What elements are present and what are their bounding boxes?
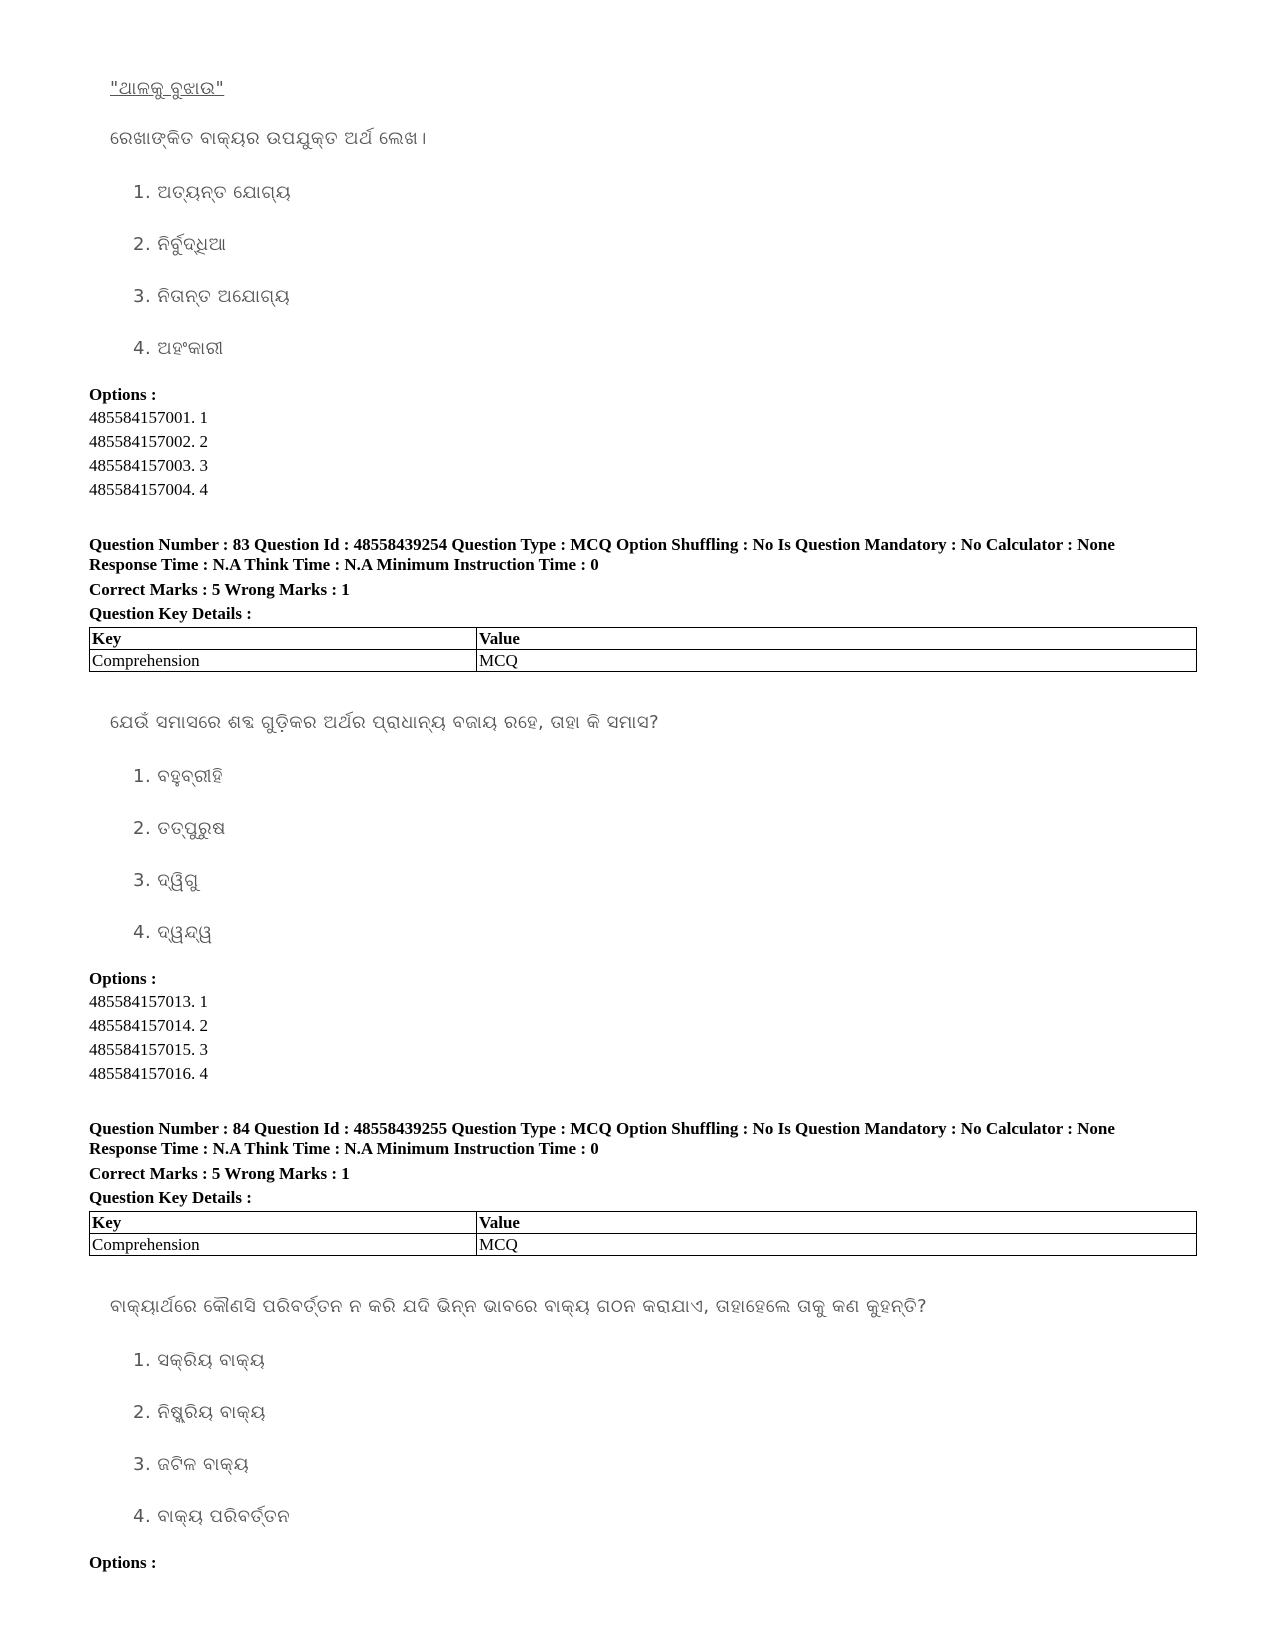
table-cell-key: Comprehension (90, 1234, 477, 1256)
option-id: 485584157003. 3 (89, 456, 208, 475)
choice-item: 2. ନିର୍ବୁଦ୍ଧିଆ (133, 234, 227, 255)
option-id: 485584157016. 4 (89, 1064, 208, 1083)
option-id: 485584157001. 1 (89, 408, 208, 427)
option-id: 485584157013. 1 (89, 992, 208, 1011)
key-details-label: Question Key Details : (89, 604, 252, 623)
question-meta-line: Response Time : N.A Think Time : N.A Minimum Instruction Time : 0 (89, 1139, 599, 1158)
table-header-row (90, 628, 1197, 650)
options-label: Options : (89, 1553, 157, 1572)
key-details-label: Question Key Details : (89, 1188, 252, 1207)
table-cell-value: MCQ (477, 1234, 1197, 1256)
choice-item: 4. ଅହଂକାରୀ (133, 338, 224, 359)
choice-item: 3. ଜଟିଳ ବାକ୍ୟ (133, 1454, 250, 1475)
choice-item: 4. ବାକ୍ୟ ପରିବର୍ତ୍ତନ (133, 1506, 291, 1527)
choice-item: 2. ତତ୍ପୁରୁଷ (133, 818, 226, 839)
question-meta-line: Question Number : 83 Question Id : 48558439254 Question Type : MCQ Option Shuffling : No Is Question Mandatory : No Calculator : None (89, 535, 1115, 554)
options-label: Options : (89, 385, 157, 404)
question-text: ଯେଉଁ ସମାସରେ ଶବ୍ଦ ଗୁଡ଼ିକର ଅର୍ଥର ପ୍ରାଧାନ୍ୟ ବଜାୟ ରହେ, ତାହା କି ସମାସ? (110, 712, 660, 733)
table-row (90, 650, 1197, 672)
question-meta-line: Question Number : 84 Question Id : 48558439255 Question Type : MCQ Option Shuffling : No Is Question Mandatory : No Calculator : None (89, 1119, 1115, 1138)
option-id: 485584157015. 3 (89, 1040, 208, 1059)
table-cell-value: MCQ (477, 650, 1197, 672)
marks-line: Correct Marks : 5 Wrong Marks : 1 (89, 1164, 350, 1183)
question-text: ରେଖାଙ୍କିତ ବାକ୍ୟର ଉପଯୁକ୍ତ ଅର୍ଥ ଲେଖ। (110, 128, 427, 149)
table-row (90, 1234, 1197, 1256)
option-id: 485584157002. 2 (89, 432, 208, 451)
table-header-key: Key (90, 628, 477, 650)
question-meta-line: Response Time : N.A Think Time : N.A Minimum Instruction Time : 0 (89, 555, 599, 574)
choice-item: 3. ଦ୍ୱିଗୁ (133, 870, 199, 891)
passage-title: "ଥାଳକୁ ବୁଝାଉ" (110, 78, 225, 99)
option-id: 485584157004. 4 (89, 480, 208, 499)
table-header-value: Value (477, 1212, 1197, 1234)
table-cell-key: Comprehension (90, 650, 477, 672)
table-header-value: Value (477, 628, 1197, 650)
choice-item: 1. ସକ୍ରିୟ ବାକ୍ୟ (133, 1350, 266, 1371)
choice-item: 2. ନିଷ୍କ୍ରିୟ ବାକ୍ୟ (133, 1402, 266, 1423)
options-label: Options : (89, 969, 157, 988)
key-value-table (89, 627, 1197, 672)
table-header-key: Key (90, 1212, 477, 1234)
question-text: ବାକ୍ୟାର୍ଥରେ କୌଣସି ପରିବର୍ତ୍ତନ ନ କରି ଯଦି ଭିନ୍ନ ଭାବରେ ବାକ୍ୟ ଗଠନ କରାଯାଏ, ତାହାହେଲେ ତାକୁ କଣ କୁହନ୍ତି? (110, 1296, 928, 1317)
marks-line: Correct Marks : 5 Wrong Marks : 1 (89, 580, 350, 599)
choice-item: 1. ବହୁବ୍ରୀହି (133, 766, 224, 787)
table-header-row (90, 1212, 1197, 1234)
option-id: 485584157014. 2 (89, 1016, 208, 1035)
choice-item: 4. ଦ୍ୱନ୍ଦ୍ୱ (133, 922, 213, 943)
key-value-table (89, 1211, 1197, 1256)
choice-item: 3. ନିତାନ୍ତ ଅଯୋଗ୍ୟ (133, 286, 291, 307)
choice-item: 1. ଅତ୍ୟନ୍ତ ଯୋଗ୍ୟ (133, 182, 292, 203)
